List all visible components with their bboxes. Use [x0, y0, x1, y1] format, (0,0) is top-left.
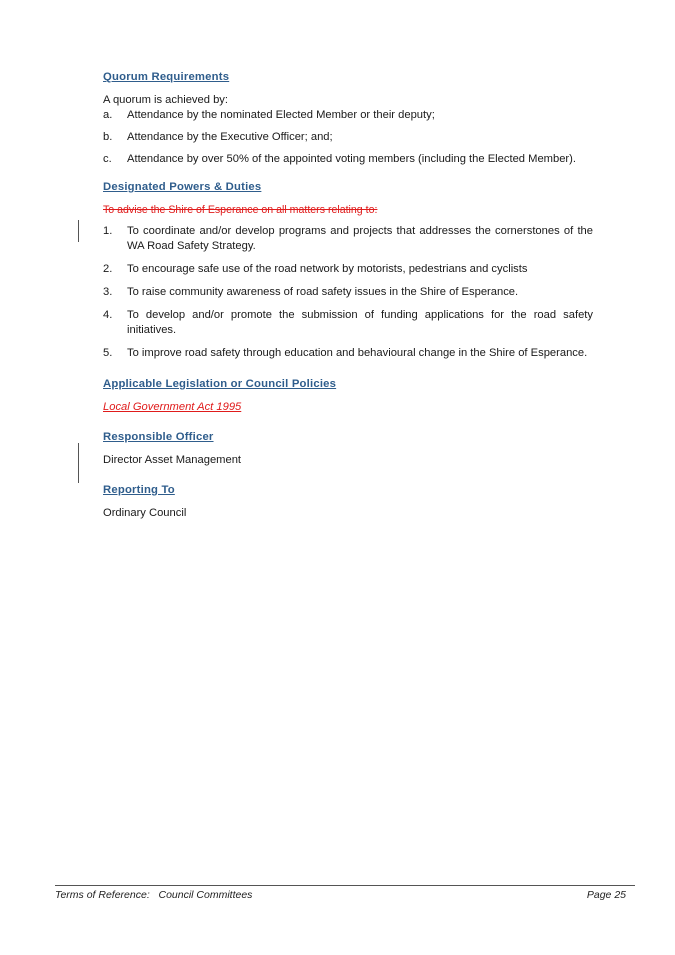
list-item	[103, 285, 593, 300]
powers-section	[103, 180, 593, 361]
powers-heading: Designated Powers & Duties	[103, 181, 262, 193]
footer-document-title: Terms of Reference: Council Committees	[55, 889, 253, 901]
list-item	[103, 262, 593, 277]
list-item	[103, 130, 593, 145]
list-item-text: Attendance by over 50% of the appointed voting members (including the Elected Member).	[127, 153, 576, 165]
list-marker: 5.	[103, 347, 113, 359]
list-marker: 2.	[103, 263, 113, 275]
reporting-section	[103, 483, 593, 521]
document-body	[103, 70, 593, 535]
powers-list	[103, 224, 593, 361]
list-item	[103, 152, 593, 167]
list-marker: c.	[103, 153, 112, 165]
inserted-text: Local Government Act 1995	[103, 401, 242, 413]
list-item-text: Attendance by the Executive Officer; and;	[127, 131, 333, 143]
reporting-text: Ordinary Council	[103, 507, 187, 519]
list-marker: a.	[103, 109, 113, 121]
struck-intro	[103, 203, 593, 218]
quorum-heading: Quorum Requirements	[103, 71, 230, 83]
list-item	[103, 108, 593, 123]
list-marker: 1.	[103, 225, 113, 237]
legislation-text	[103, 400, 593, 415]
list-item-text: To coordinate and/or develop programs and projects that addresses the cornerstones of the WA Road Safety Strategy.	[127, 225, 593, 252]
list-item-text: To develop and/or promote the submission of funding applications for the road safety initiatives.	[127, 309, 593, 336]
officer-section	[103, 430, 593, 468]
legislation-heading: Applicable Legislation or Council Policies	[103, 378, 337, 390]
list-item-text: To encourage safe use of the road network by motorists, pedestrians and cyclists	[127, 263, 528, 275]
quorum-intro: A quorum is achieved by:	[103, 94, 228, 106]
list-marker: b.	[103, 131, 113, 143]
officer-text: Director Asset Management	[103, 454, 242, 466]
quorum-list	[103, 108, 593, 167]
deleted-text: To advise the Shire of Esperance on all matters relating to:	[103, 204, 378, 216]
officer-heading: Responsible Officer	[103, 431, 214, 443]
list-marker: 4.	[103, 309, 113, 321]
change-bar	[78, 220, 79, 242]
footer-page-number: Page 25	[586, 889, 626, 901]
legislation-section	[103, 377, 593, 415]
quorum-section	[103, 70, 593, 167]
list-marker: 3.	[103, 286, 113, 298]
list-item-text: Attendance by the nominated Elected Member or their deputy;	[127, 109, 435, 121]
reporting-heading: Reporting To	[103, 484, 175, 496]
list-item-text: To improve road safety through education and behavioural change in the Shire of Esperance.	[127, 347, 588, 359]
list-item	[103, 224, 593, 254]
page-footer	[55, 885, 635, 901]
list-item	[103, 308, 593, 338]
change-bar	[78, 443, 79, 483]
list-item	[103, 346, 593, 361]
list-item-text: To raise community awareness of road safety issues in the Shire of Esperance.	[127, 286, 519, 298]
